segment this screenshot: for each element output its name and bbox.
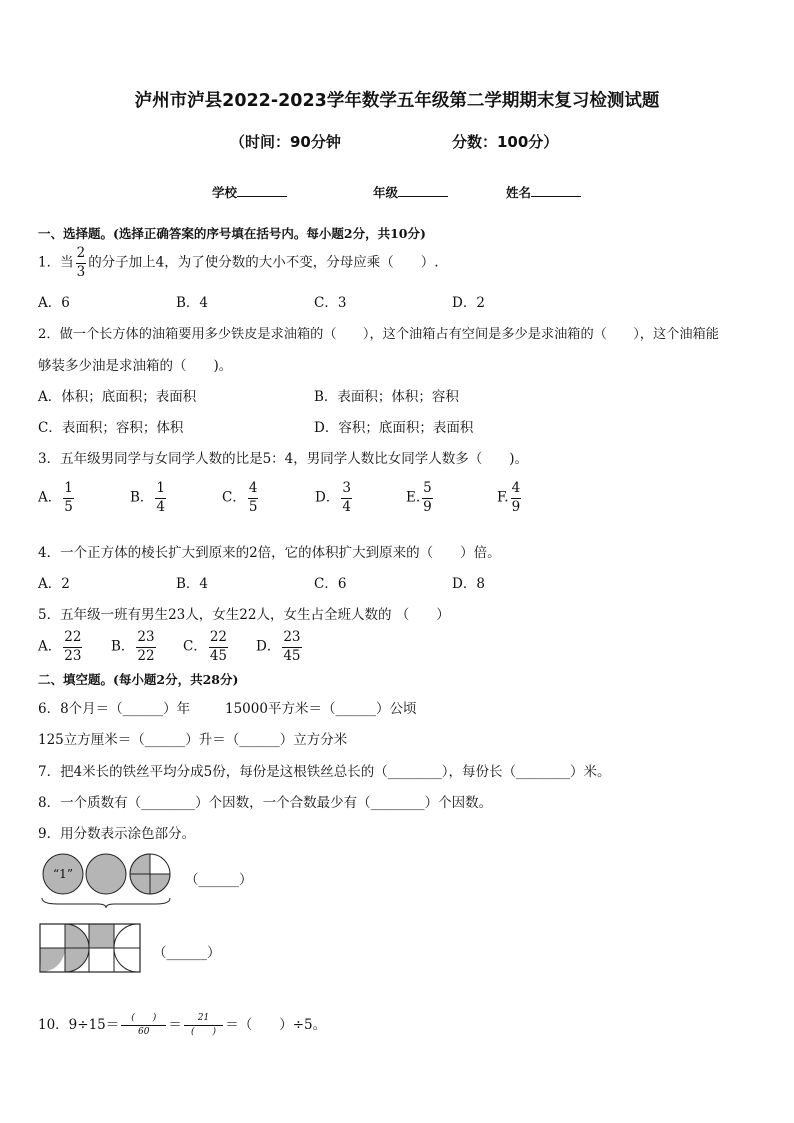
section2-title: 二、填空题。(每小题2分，共28分) <box>38 672 239 687</box>
q3-d-label: D． <box>315 489 340 506</box>
q5-c-frac <box>209 631 228 663</box>
q10-f2-num: 21 <box>184 1014 223 1026</box>
q3-option-d <box>315 482 354 514</box>
q1-frac-den: 3 <box>76 263 86 280</box>
q5-option-a <box>38 631 84 663</box>
school-blank <box>237 196 287 197</box>
q5-a-num: 22 <box>63 631 82 648</box>
q1-option-c: C．3 <box>314 295 347 311</box>
q5-option-d <box>256 631 304 663</box>
exam-score: 分数：100分） <box>452 133 559 151</box>
q3-a-den: 5 <box>64 498 73 515</box>
q4-text: 4．一个正方体的棱长扩大到原来的2倍，它的体积扩大到原来的（ ）倍。 <box>38 545 501 561</box>
q1-fraction <box>76 247 87 279</box>
q2-option-c: C．表面积；容积；体积 <box>38 420 184 436</box>
q3-a-label: A． <box>38 489 62 506</box>
name-field <box>506 183 581 201</box>
q3-c-num: 4 <box>248 482 259 499</box>
q5-d-label: D． <box>256 638 281 655</box>
q3-e-frac <box>422 482 433 514</box>
q2-line2: 够装多少油是求油箱的（ )。 <box>38 358 233 374</box>
q1-pre: 1．当 <box>38 254 74 271</box>
q10-f2-den: ( ) <box>191 1027 217 1037</box>
q5-option-b <box>111 631 158 663</box>
q3-e-den: 9 <box>423 498 432 515</box>
grade-field <box>373 183 448 201</box>
q10-frac-1 <box>121 1014 166 1037</box>
q3-text: 3．五年级男同学与女同学人数的比是5：4，男同学人数比女同学人数多（ )。 <box>38 451 529 467</box>
school-label: 学校 <box>212 185 238 200</box>
q5-d-den: 45 <box>283 647 301 664</box>
q9-blank-2: （______） <box>153 945 221 961</box>
q3-option-a <box>38 482 76 514</box>
q2-option-d: D．容积；底面积；表面积 <box>314 420 474 436</box>
q3-option-c <box>222 482 260 514</box>
q2-option-b: B．表面积；体积；容积 <box>314 389 459 405</box>
q9-circles-figure <box>38 850 178 910</box>
q3-d-den: 4 <box>342 498 351 515</box>
q9-brace <box>42 898 170 908</box>
q6-part-a: 6．8个月＝（______）年 <box>38 701 191 717</box>
q3-f-den: 9 <box>511 498 521 515</box>
q4-option-a: A．2 <box>38 576 70 592</box>
q10-eq: ＝ <box>168 1017 182 1033</box>
q9-unit-label: “1” <box>53 867 73 881</box>
q10-f1-den: 60 <box>138 1027 150 1037</box>
q1-text <box>38 247 439 279</box>
q5-d-num: 23 <box>282 631 301 648</box>
q5-text: 5．五年级一班有男生23人，女生22人，女生占全班人数的 （ ） <box>38 607 450 623</box>
q6-part-c: 125立方厘米＝（______）升＝（______）立方分米 <box>38 732 348 748</box>
q5-b-num: 23 <box>136 631 155 648</box>
q3-a-frac <box>63 482 74 514</box>
q3-f-label: F. <box>497 489 509 506</box>
q9-text: 9．用分数表示涂色部分。 <box>38 826 196 842</box>
q9-blank-1: （______） <box>185 872 253 888</box>
q3-option-b <box>130 482 168 514</box>
q5-c-num: 22 <box>209 631 228 648</box>
q5-a-den: 23 <box>64 647 82 664</box>
q3-e-label: E. <box>406 489 421 506</box>
q3-b-den: 4 <box>156 498 166 515</box>
q9-circle-3 <box>130 854 170 894</box>
q10-post: ＝（ ）÷5。 <box>225 1017 327 1033</box>
q9-rectangle-figure <box>38 922 143 976</box>
q4-option-c: C．6 <box>314 576 347 592</box>
q5-d-frac <box>282 631 301 663</box>
q5-b-label: B． <box>111 638 135 655</box>
q1-option-a: A．6 <box>38 295 70 311</box>
q4-option-d: D．8 <box>452 576 485 592</box>
school-field <box>212 183 287 201</box>
q3-a-num: 1 <box>63 482 74 499</box>
q5-c-den: 45 <box>209 647 228 664</box>
q3-f-frac <box>511 482 522 514</box>
q5-b-den: 22 <box>137 647 155 664</box>
q1-post: 的分子加上4，为了使分数的大小不变，分母应乘（ ）. <box>88 254 439 271</box>
q4-option-b: B．4 <box>176 576 209 592</box>
q3-b-num: 1 <box>155 482 166 499</box>
q3-c-label: C． <box>222 489 246 506</box>
grade-label: 年级 <box>373 185 399 200</box>
q10-text <box>38 1013 326 1037</box>
q10-pre: 10．9÷15＝ <box>38 1017 120 1033</box>
exam-time: （时间：90分钟 <box>230 133 341 151</box>
q5-c-label: C． <box>183 638 207 655</box>
q7-text: 7．把4米长的铁丝平均分成5份，每份是这根铁丝总长的（________），每份长（________）米。 <box>38 764 611 780</box>
q5-a-label: A． <box>38 638 62 655</box>
q3-b-label: B． <box>130 489 154 506</box>
page-title: 泸州市泸县2022-2023学年数学五年级第二学期期末复习检测试题 <box>134 91 660 111</box>
q5-b-frac <box>136 631 155 663</box>
q3-d-num: 3 <box>341 482 352 499</box>
q10-f1-num: ( ) <box>121 1014 166 1026</box>
q3-c-frac <box>248 482 259 514</box>
q5-a-frac <box>63 631 82 663</box>
q3-option-e <box>406 482 435 514</box>
q3-f-num: 4 <box>511 482 522 499</box>
q2-option-a: A．体积；底面积；表面积 <box>38 389 197 405</box>
name-blank <box>531 196 581 197</box>
q1-frac-num: 2 <box>76 247 87 264</box>
q1-option-b: B．4 <box>176 295 209 311</box>
q9-circle-2 <box>86 854 126 894</box>
q5-option-c <box>183 631 230 663</box>
q9-rect-shaded-cell <box>89 924 114 948</box>
q10-frac-2 <box>184 1014 223 1037</box>
q6-part-b: 15000平方米＝（______）公顷 <box>225 701 417 717</box>
q3-c-den: 5 <box>248 498 258 515</box>
q3-b-frac <box>155 482 166 514</box>
q1-option-d: D．2 <box>452 295 485 311</box>
q9-rect-quarter <box>40 948 65 972</box>
name-label: 姓名 <box>506 185 532 200</box>
q2-line1: 2．做一个长方体的油箱要用多少铁皮是求油箱的（ ），这个油箱占有空间是多少是求油箱的（ ），这个油箱能 <box>38 327 719 342</box>
q3-e-num: 5 <box>422 482 433 499</box>
q3-d-frac <box>341 482 352 514</box>
grade-blank <box>398 196 448 197</box>
q3-option-f <box>497 482 523 514</box>
q8-text: 8．一个质数有（________）个因数，一个合数最少有（________）个因数。 <box>38 795 493 811</box>
section1-title: 一、选择题。(选择正确答案的序号填在括号内。每小题2分，共10分) <box>38 226 426 241</box>
